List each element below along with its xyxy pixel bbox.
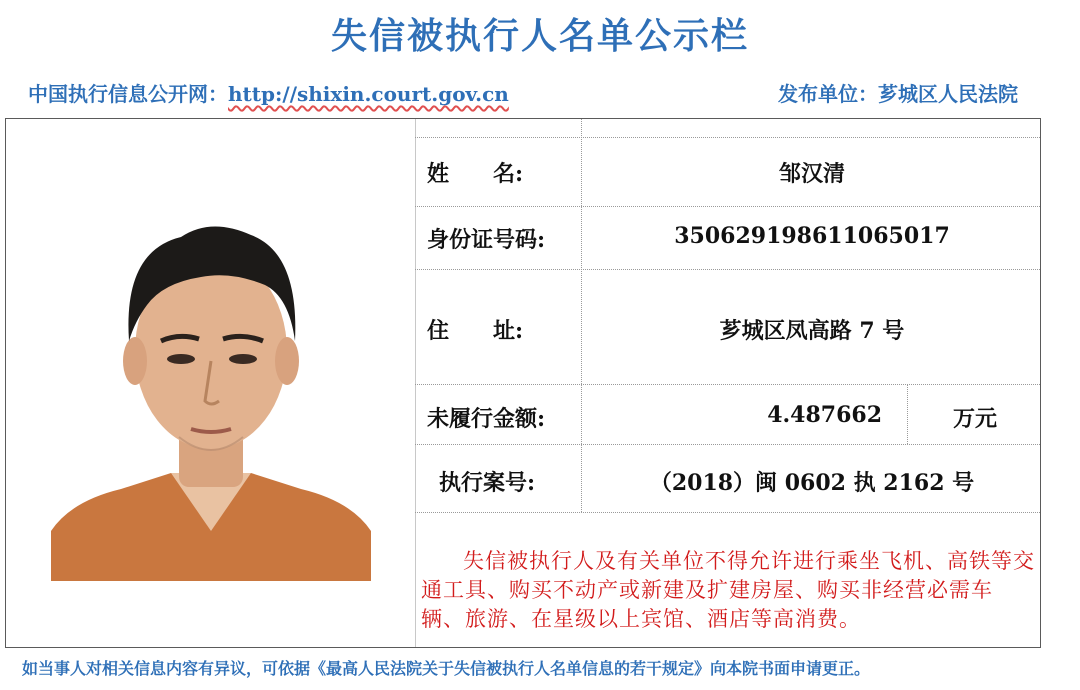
footer-note: 如当事人对相关信息内容有异议，可依据《最高人民法院关于失信被执行人名单信息的若干规定》向本院书面申请更正。	[22, 659, 871, 678]
id-value: 350629198611065017	[674, 223, 950, 249]
publisher-label: 发布单位：芗城区人民法院	[778, 82, 1018, 106]
address-value: 芗城区凤高路 7 号	[719, 318, 905, 344]
id-label: 身份证号码:	[427, 227, 546, 253]
address-label: 住 址:	[427, 318, 524, 344]
person-photo	[51, 201, 371, 581]
person-photo-illustration	[51, 201, 371, 581]
case-label: 执行案号:	[439, 470, 536, 496]
case-value: （2018）闽 0602 执 2162 号	[649, 470, 975, 496]
amount-value: 4.487662	[767, 402, 882, 428]
site-label: 中国执行信息公开网：	[28, 82, 228, 106]
amount-unit: 万元	[952, 406, 997, 432]
site-url-link[interactable]: http://shixin.court.gov.cn	[228, 82, 509, 106]
info-table	[415, 119, 1041, 647]
page-title: 失信被执行人名单公示栏	[330, 15, 749, 57]
name-value: 邹汉清	[778, 161, 845, 187]
name-label: 姓 名:	[427, 161, 524, 187]
amount-label: 未履行金额:	[427, 406, 546, 432]
restriction-notice: 失信被执行人及有关单位不得允许进行乘坐飞机、高铁等交通工具、购买不动产或新建及扩建房屋、购买非经营必需车辆、旅游、在星级以上宾馆、酒店等高消费。	[421, 549, 1035, 631]
notice-board	[5, 118, 1041, 648]
site-info	[28, 78, 509, 107]
